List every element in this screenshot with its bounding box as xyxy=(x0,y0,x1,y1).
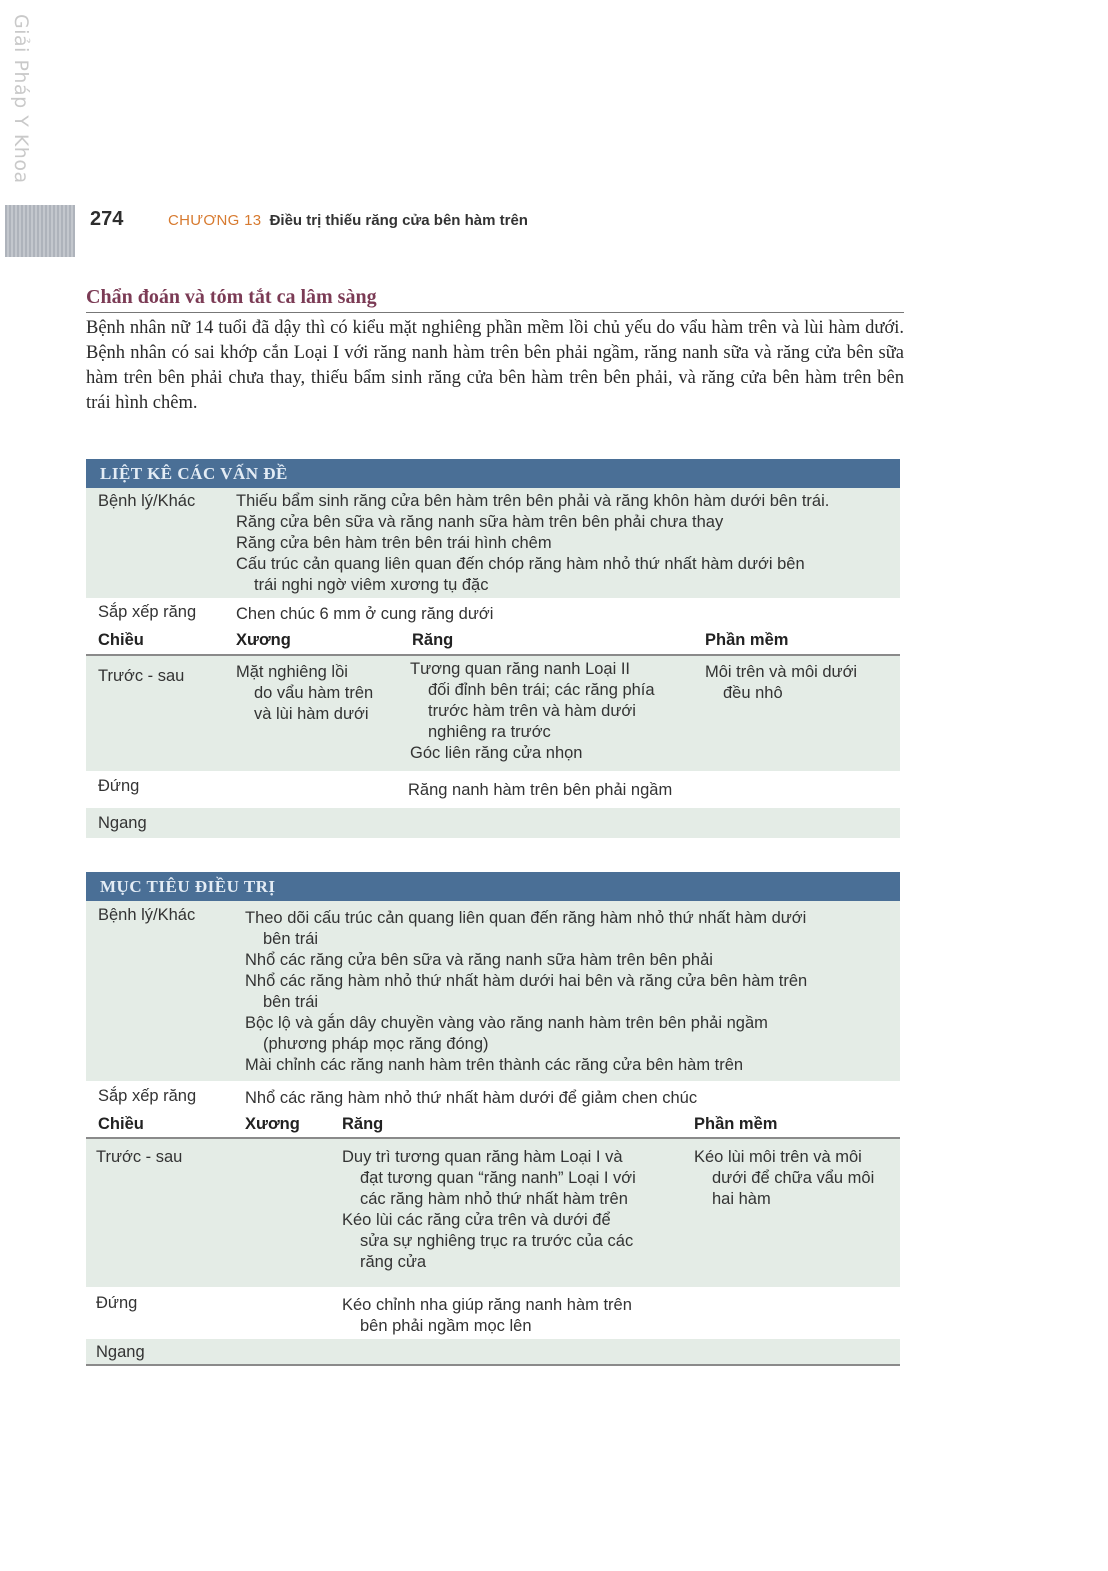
list-item: Răng cửa bên hàm trên bên trái hình chêm xyxy=(236,534,552,552)
list-item: Duy trì tương quan răng hàm Loại I và xyxy=(342,1148,623,1166)
list-item: nghiêng ra trước xyxy=(428,723,551,741)
problem-column-headers xyxy=(86,626,900,656)
problem-pathology-row xyxy=(86,488,900,598)
diagnosis-summary: Bệnh nhân nữ 14 tuổi đã dậy thì có kiểu mặt nghiêng phần mềm lồi chủ yếu do vẩu hàm trên và lùi hàm dưới. Bệnh nhân có sai khớp cắn Loại I với răng nanh hàm trên bên phải ngầm, răng nanh sữa và răng cửa bên sữa hàm trên bên phải chưa thay, thiếu bẩm sinh răng cửa bên hàm trên bên phải, và răng cửa bên hàm trên bên trái hình chêm. xyxy=(86,318,904,413)
list-item: đều nhô xyxy=(723,684,783,702)
goal-alignment-row xyxy=(86,1081,900,1111)
treatment-goals-heading: MỤC TIÊU ĐIỀU TRỊ xyxy=(86,872,900,901)
vertical-teeth xyxy=(342,1295,632,1337)
problem-ap-row xyxy=(86,656,900,771)
list-item: (phương pháp mọc răng đóng) xyxy=(263,1035,489,1053)
row-label: Ngang xyxy=(96,1343,145,1361)
list-item: do vẩu hàm trên xyxy=(254,684,374,702)
column-header: Chiều xyxy=(98,631,144,649)
list-item: Mặt nghiêng lồi xyxy=(236,663,348,681)
pathology-list xyxy=(245,908,807,1076)
column-header: Chiều xyxy=(98,1115,144,1133)
row-label: Trước - sau xyxy=(98,667,185,685)
problem-list-heading: LIỆT KÊ CÁC VẤN ĐỀ xyxy=(86,459,900,488)
chapter-header xyxy=(168,212,528,229)
list-item: trái nghi ngờ viêm xương tụ đặc xyxy=(254,576,489,594)
column-header: Răng xyxy=(412,631,454,649)
ap-soft-tissue xyxy=(705,662,857,704)
ap-soft-tissue xyxy=(694,1147,874,1210)
list-item: Kéo chỉnh nha giúp răng nanh hàm trên xyxy=(342,1296,632,1314)
row-label: Sắp xếp răng xyxy=(98,603,197,621)
page-edge-marker xyxy=(5,205,75,257)
list-item: Cấu trúc cản quang liên quan đến chóp răng hàm nhỏ thứ nhất hàm dưới bên xyxy=(236,555,805,573)
chapter-label: CHƯƠNG 13 xyxy=(168,212,262,229)
alignment-text: Nhổ các răng hàm nhỏ thứ nhất hàm dưới để giảm chen chúc xyxy=(245,1089,698,1107)
row-label: Sắp xếp răng xyxy=(98,1087,197,1105)
goal-pathology-row xyxy=(86,901,900,1081)
chapter-title: Điều trị thiếu răng cửa bên hàm trên xyxy=(269,212,528,229)
row-label: Ngang xyxy=(98,814,147,832)
ap-teeth xyxy=(410,659,655,764)
list-item: răng cửa xyxy=(360,1253,427,1271)
list-item: Nhổ các răng cửa bên sữa và răng nanh sữa hàm trên bên phải xyxy=(245,951,713,969)
goal-transverse-row xyxy=(86,1339,900,1366)
problem-transverse-row xyxy=(86,808,900,838)
list-item: Môi trên và môi dưới xyxy=(705,663,858,681)
goal-vertical-row xyxy=(86,1287,900,1339)
diagnosis-title: Chẩn đoán và tóm tắt ca lâm sàng xyxy=(86,286,904,313)
column-header: Răng xyxy=(342,1115,384,1133)
list-item: sửa sự nghiêng trục ra trước của các xyxy=(360,1232,634,1250)
goal-column-headers xyxy=(86,1111,900,1139)
ap-bone xyxy=(236,662,373,725)
list-item: hai hàm xyxy=(712,1190,771,1208)
problem-alignment-row xyxy=(86,598,900,626)
list-item: dưới để chữa vẩu môi xyxy=(712,1169,875,1187)
list-item: các răng hàm nhỏ thứ nhất hàm trên xyxy=(360,1190,628,1208)
column-header: Phần mềm xyxy=(705,631,789,649)
list-item: Thiếu bẩm sinh răng cửa bên hàm trên bên phải và răng khôn hàm dưới bên trái. xyxy=(236,492,830,510)
list-item: và lùi hàm dưới xyxy=(254,705,369,723)
row-label: Đứng xyxy=(98,777,140,795)
treatment-goals-box xyxy=(86,872,900,1366)
column-header: Xương xyxy=(236,631,291,649)
row-label: Đứng xyxy=(96,1294,138,1312)
goal-ap-row xyxy=(86,1139,900,1287)
list-item: Góc liên răng cửa nhọn xyxy=(410,744,583,762)
divider xyxy=(86,1364,900,1366)
list-item: Mài chỉnh các răng nanh hàm trên thành các răng cửa bên hàm trên xyxy=(245,1056,744,1074)
list-item: Kéo lùi môi trên và môi xyxy=(694,1148,862,1166)
page-number: 274 xyxy=(90,208,124,230)
row-label: Bệnh lý/Khác xyxy=(98,906,196,924)
list-item: Nhổ các răng hàm nhỏ thứ nhất hàm dưới hai bên và răng cửa bên hàm trên xyxy=(245,972,808,990)
pathology-list xyxy=(236,491,829,596)
ap-teeth xyxy=(342,1147,636,1273)
list-item: đối đỉnh bên trái; các răng phía xyxy=(428,681,655,699)
row-label: Bệnh lý/Khác xyxy=(98,492,196,510)
column-header: Phần mềm xyxy=(694,1115,778,1133)
list-item: bên phải ngầm mọc lên xyxy=(360,1317,532,1335)
list-item: bên trái xyxy=(263,993,319,1011)
watermark: Giải Pháp Y Khoa xyxy=(10,14,32,184)
list-item: Tương quan răng nanh Loại II xyxy=(410,660,631,678)
list-item: trước hàm trên và hàm dưới xyxy=(428,702,636,720)
list-item: bên trái xyxy=(263,930,319,948)
list-item: đạt tương quan “răng nanh” Loại I với xyxy=(360,1169,636,1187)
vertical-teeth: Răng nanh hàm trên bên phải ngầm xyxy=(408,781,673,799)
alignment-text: Chen chúc 6 mm ở cung răng dưới xyxy=(236,605,494,623)
list-item: Răng cửa bên sữa và răng nanh sữa hàm trên bên phải chưa thay xyxy=(236,513,724,531)
list-item: Theo dõi cấu trúc cản quang liên quan đến răng hàm nhỏ thứ nhất hàm dưới xyxy=(245,909,807,927)
list-item: Bộc lộ và gắn dây chuyền vàng vào răng nanh hàm trên bên phải ngầm xyxy=(245,1014,768,1032)
list-item: Kéo lùi các răng cửa trên và dưới để xyxy=(342,1211,611,1229)
column-header: Xương xyxy=(245,1115,300,1133)
problem-list-box xyxy=(86,459,900,838)
row-label: Trước - sau xyxy=(96,1148,183,1166)
problem-vertical-row xyxy=(86,771,900,808)
